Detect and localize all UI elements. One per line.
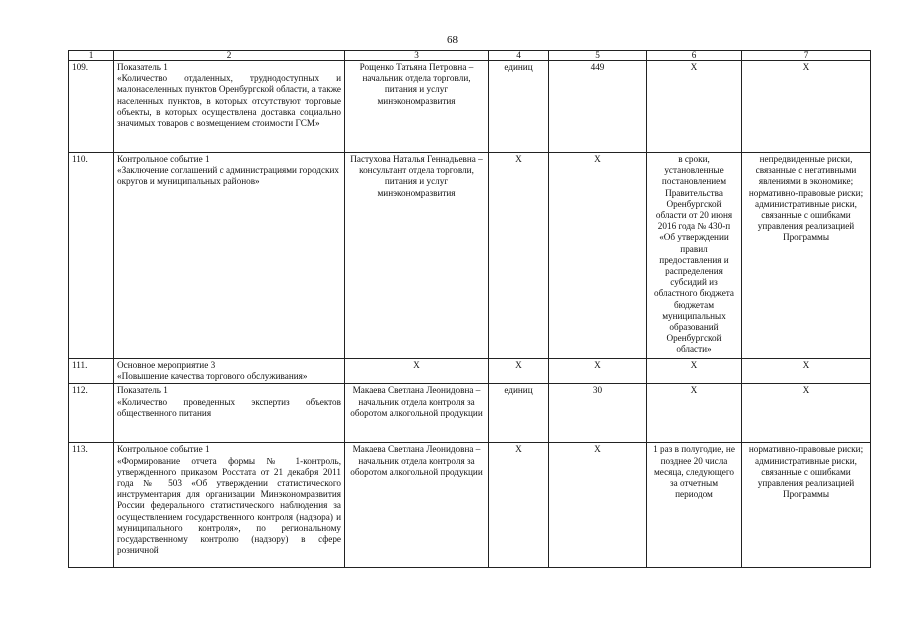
row-deadline: Х [647,384,742,443]
row-responsible: Макаева Светлана Леонидовна – начальник отдела контроля за оборотом алкогольной продукции [345,443,489,568]
header-col-2: 2 [114,51,345,61]
row-value: Х [549,153,647,359]
row-unit: Х [489,443,549,568]
header-col-1: 1 [69,51,114,61]
row-unit: Х [489,153,549,359]
row-name: Контрольное событие 1 «Формирование отчета формы № 1-контроль, утвержденного приказом Росстата от 21 декабря 2011 года № 503 «Об утверждении статистического инструментария для организации Минэкономразвития России федерального статистического наблюдения за осуществлением государственного контроля (надзора) и муниципального контроля», по региональному государственному контролю (надзору) в сфере розничной [114,443,345,568]
row-responsible: Х [345,359,489,384]
row-risks: нормативно-правовые риски; административные риски, связанные с ошибками управления реализацией Программы [742,443,871,568]
row-deadline: Х [647,61,742,153]
row-name: Основное мероприятие 3 «Повышение качества торгового обслуживания» [114,359,345,384]
row-responsible: Рощенко Татьяна Петровна – начальник отдела торговли, питания и услуг минэкономразвития [345,61,489,153]
header-col-7: 7 [742,51,871,61]
page-number: 68 [447,34,458,46]
row-deadline: в сроки, установленные постановлением Правительства Оренбургской области от 20 июня 2016 года № 430-п «Об утверждении правил предоставления и распределения субсидий из областного бюджета бюджетам муниципальных образований Оренбургской области» [647,153,742,359]
row-value: Х [549,359,647,384]
row-risks: Х [742,61,871,153]
header-col-4: 4 [489,51,549,61]
table-row [69,384,871,443]
table-row [69,443,871,568]
row-number: 111. [69,359,114,384]
row-deadline: Х [647,359,742,384]
row-number: 109. [69,61,114,153]
program-table [68,50,871,568]
row-unit: Х [489,359,549,384]
row-risks: Х [742,359,871,384]
row-responsible: Макаева Светлана Леонидовна – начальник отдела контроля за оборотом алкогольной продукции [345,384,489,443]
table-row [69,153,871,359]
row-risks: непредвиденные риски, связанные с негативными явлениями в экономике; нормативно-правовые риски; административные риски, связанные с ошибками управления реализацией Программы [742,153,871,359]
row-number: 110. [69,153,114,359]
row-number: 112. [69,384,114,443]
row-name: Показатель 1 «Количество проведенных экспертиз объектов общественного питания [114,384,345,443]
row-name: Показатель 1 «Количество отдаленных, труднодоступных и малонаселенных пунктов Оренбургской области, а также населенных пунктов, в которых отсутствуют торговые объекты, в которых осуществлена доставка социально значимых товаров с возмещением стоимости ГСМ» [114,61,345,153]
row-unit: единиц [489,384,549,443]
table-row [69,359,871,384]
header-col-3: 3 [345,51,489,61]
row-responsible: Пастухова Наталья Геннадьевна – консультант отдела торговли, питания и услуг минэкономразвития [345,153,489,359]
row-number: 113. [69,443,114,568]
row-unit: единиц [489,61,549,153]
table-row [69,61,871,153]
row-risks: Х [742,384,871,443]
row-value: Х [549,443,647,568]
row-value: 30 [549,384,647,443]
row-name: Контрольное событие 1 «Заключение соглашений с администрациями городских округов и муниципальных районов» [114,153,345,359]
header-row [69,51,871,61]
row-deadline: 1 раз в полугодие, не позднее 20 числа месяца, следующего за отчетным периодом [647,443,742,568]
header-col-5: 5 [549,51,647,61]
row-value: 449 [549,61,647,153]
header-col-6: 6 [647,51,742,61]
